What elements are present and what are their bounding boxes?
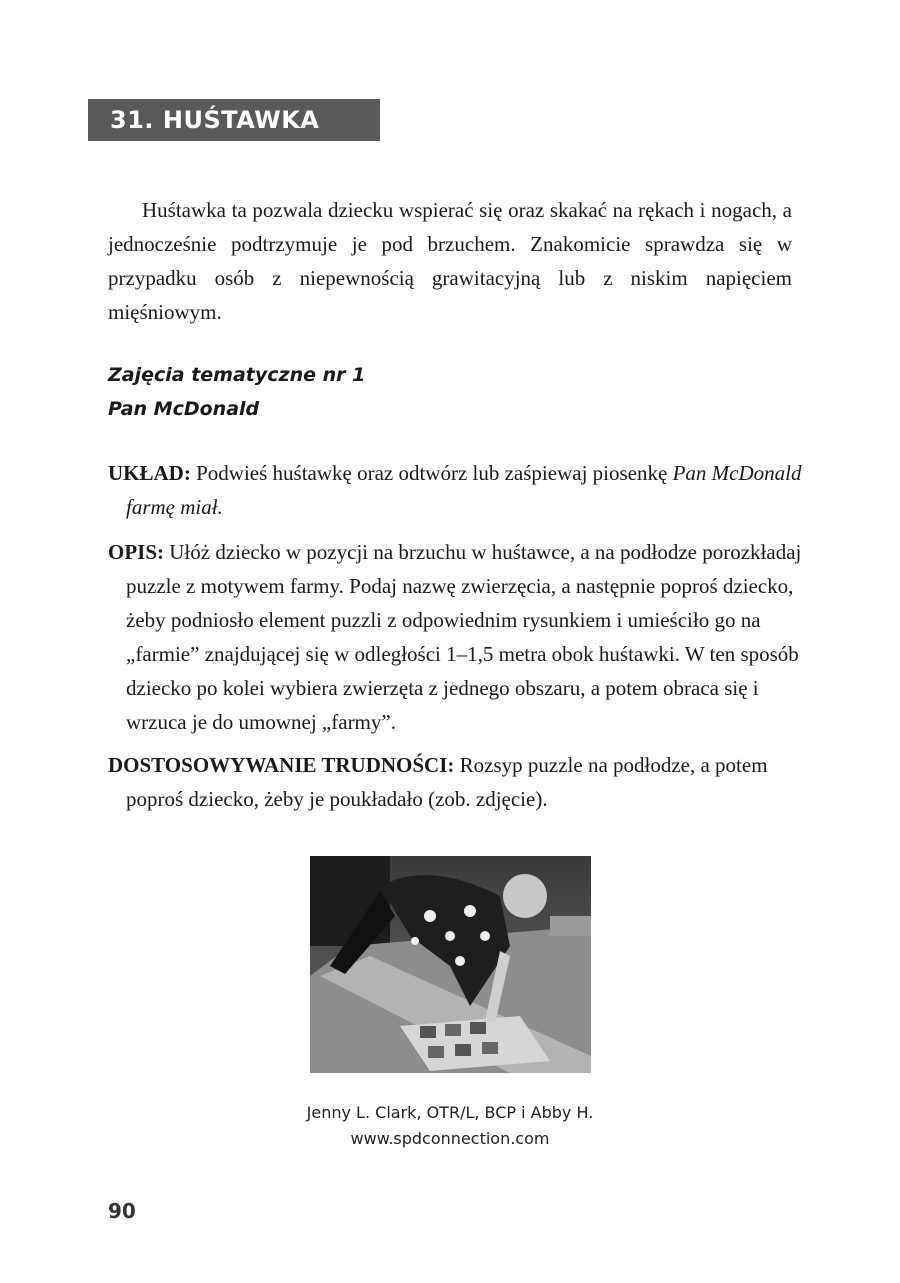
uklad-paragraph bbox=[108, 456, 816, 524]
activity-subtitle: Zajęcia tematyczne nr 1 bbox=[108, 364, 366, 386]
photo-illustration bbox=[310, 856, 591, 1073]
opis-paragraph bbox=[108, 535, 816, 739]
uklad-label: UKŁAD: bbox=[108, 461, 191, 485]
activity-heading bbox=[108, 358, 365, 426]
uklad-text: Podwieś huśtawkę oraz odtwórz lub zaśpiewaj piosenkę bbox=[190, 461, 673, 485]
difficulty-label: DOSTOSOWYWANIE TRUDNOŚCI: bbox=[108, 753, 455, 777]
section-title: 31. HUŚTAWKA ŻABKA bbox=[88, 99, 380, 141]
activity-name: Pan McDonald bbox=[108, 398, 260, 420]
opis-label: OPIS: bbox=[108, 540, 165, 564]
activity-photo bbox=[310, 856, 591, 1073]
photo-website: www.spdconnection.com bbox=[350, 1129, 550, 1148]
difficulty-paragraph bbox=[108, 748, 816, 816]
intro-paragraph: Huśtawka ta pozwala dziecku wspierać się oraz skakać na rękach i nogach, a jednocześnie podtrzymuje je pod brzuchem. Znakomicie sprawdza się w przypadku osób z niepewnością grawitacyjną lub z niskim napięciem mięśniowym. bbox=[108, 198, 792, 324]
opis-text: Ułóż dziecko w pozycji na brzuchu w huśtawce, a na podłodze porozkładaj puzzle z motywem farmy. Podaj nazwę zwierzęcia, a następnie poproś dziecko, żeby podniosło element puzzli z odpowiednim rysunkiem i umieściło go na „farmie” znajdującej się w odległości 1–1,5 metra obok huśtawki. W ten sposób dziecko po kolei wybiera zwierzęta z jednego obszaru, a potem obraca się i wrzuca je do umownej „farmy”. bbox=[126, 540, 802, 734]
song-title: Pan McDonald farmę miał. bbox=[126, 461, 802, 519]
difficulty-text: Rozsyp puzzle na podłodze, a potem poproś dziecko, żeby je poukładało (zob. zdjęcie). bbox=[126, 753, 768, 811]
photo-credit: Jenny L. Clark, OTR/L, BCP i Abby H. bbox=[306, 1103, 594, 1122]
page-number: 90 bbox=[108, 1199, 136, 1223]
